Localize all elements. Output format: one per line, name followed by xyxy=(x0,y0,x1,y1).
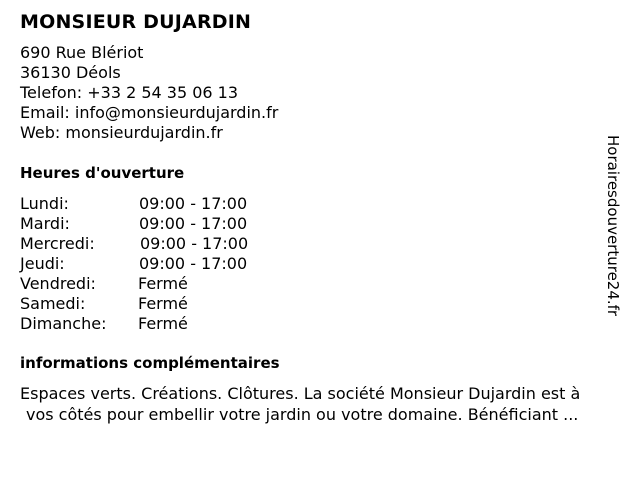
site-watermark: Horairesdouverture24.fr xyxy=(604,135,622,317)
opening-hours-heading: Heures d'ouverture xyxy=(20,164,185,182)
day-hours: Fermé xyxy=(138,274,188,293)
day-label: Samedi: xyxy=(20,294,86,313)
day-label: Dimanche: xyxy=(20,314,107,333)
day-label: Mercredi: xyxy=(20,234,95,253)
business-name: MONSIEUR DUJARDIN xyxy=(20,11,252,33)
additional-info-heading: informations complémentaires xyxy=(20,354,280,372)
phone-number: Telefon: +33 2 54 35 06 13 xyxy=(20,83,239,102)
city-postal: 36130 Déols xyxy=(20,63,121,82)
day-hours: 09:00 - 17:00 xyxy=(139,254,248,273)
description-line: Espaces verts. Créations. Clôtures. La société Monsieur Dujardin est à xyxy=(20,384,581,403)
day-label: Vendredi: xyxy=(20,274,96,293)
day-hours: Fermé xyxy=(138,314,188,333)
day-hours: 09:00 - 17:00 xyxy=(139,214,248,233)
day-hours: Fermé xyxy=(138,294,188,313)
contact-block xyxy=(20,43,278,143)
website: Web: monsieurdujardin.fr xyxy=(20,123,223,142)
email-address: Email: info@monsieurdujardin.fr xyxy=(20,103,279,122)
business-description xyxy=(20,383,632,425)
day-label: Mardi: xyxy=(20,214,70,233)
day-hours: 09:00 - 17:00 xyxy=(139,194,248,213)
street-address: 690 Rue Blériot xyxy=(20,43,144,62)
description-line: vos côtés pour embellir votre jardin ou votre domaine. Bénéficiant ... xyxy=(26,405,579,424)
day-label: Lundi: xyxy=(20,194,69,213)
day-label: Jeudi: xyxy=(20,254,65,273)
day-hours: 09:00 - 17:00 xyxy=(140,234,249,253)
